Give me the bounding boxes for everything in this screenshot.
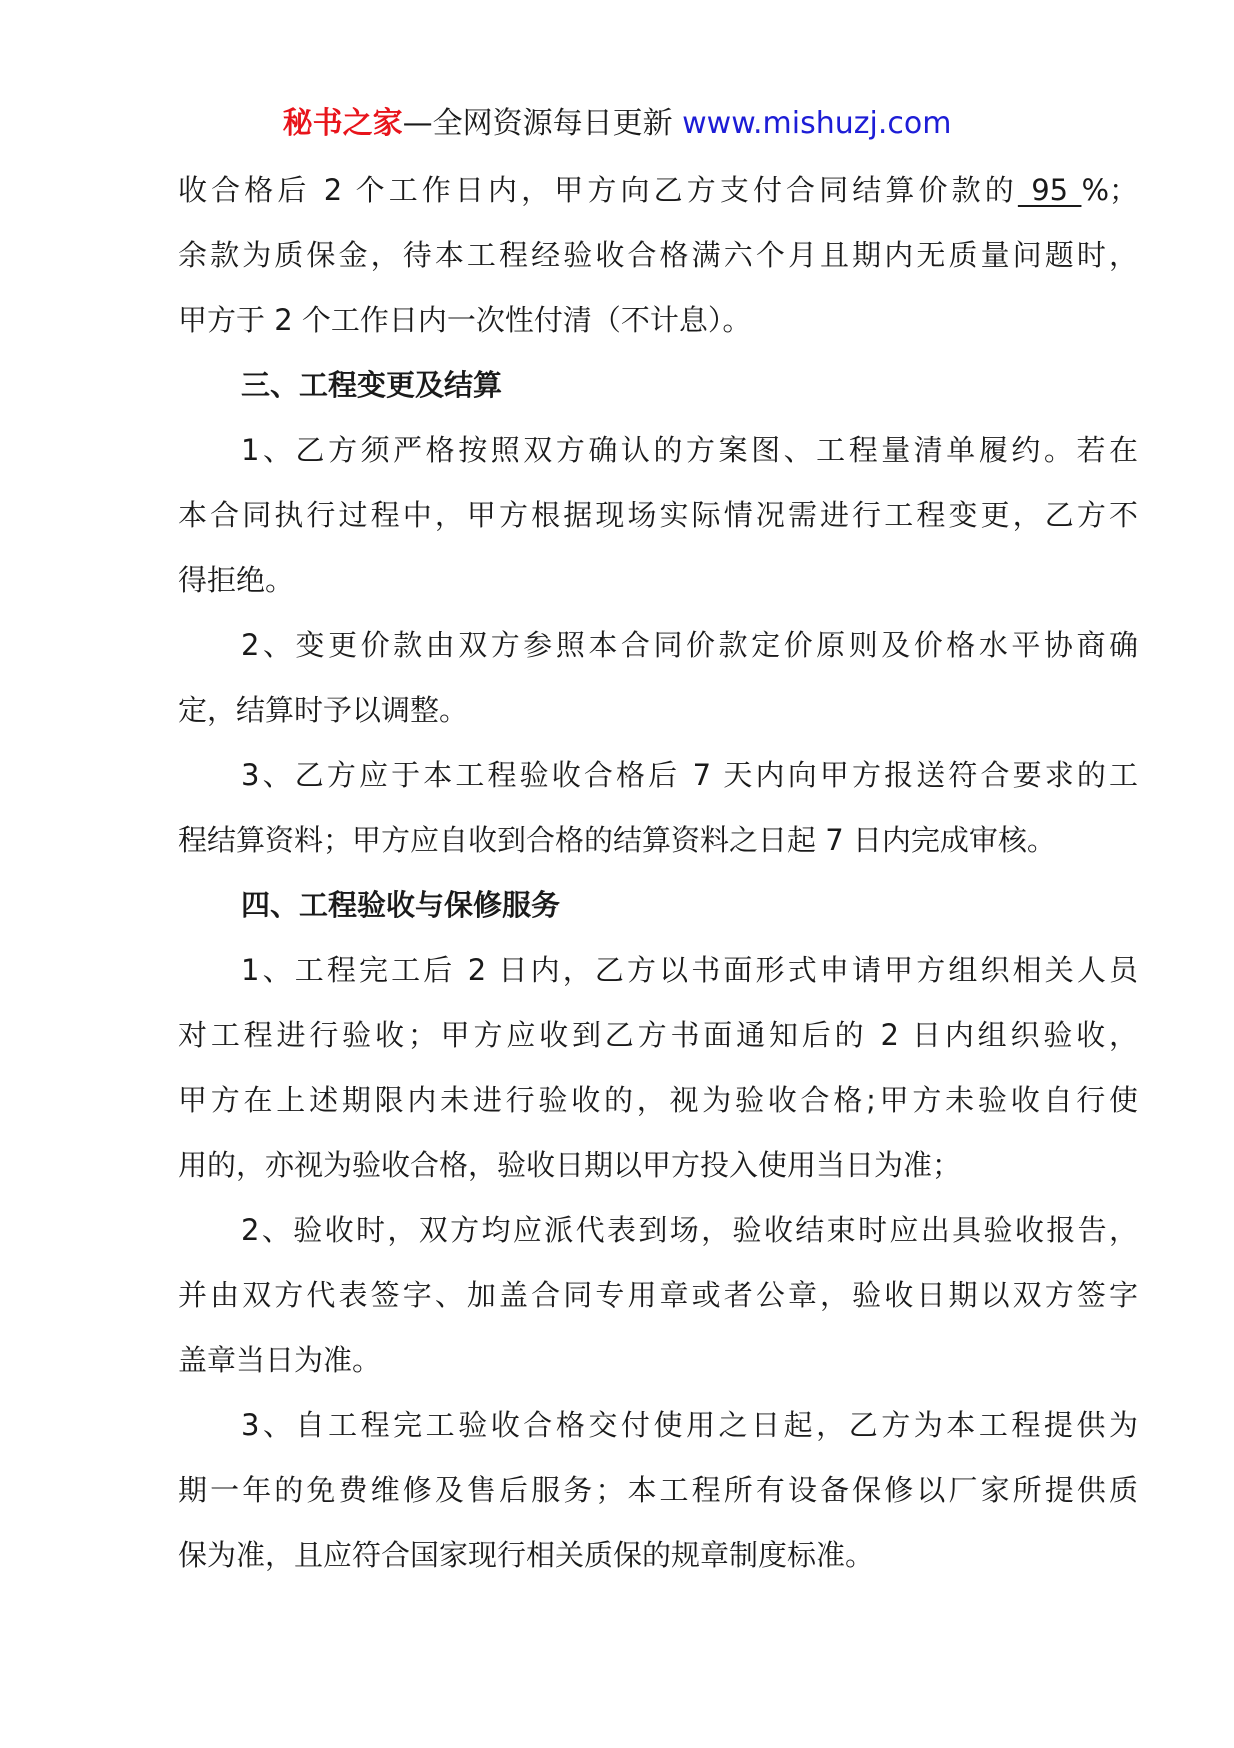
page-header [0,100,1234,148]
text-line: 收合格后 2 个工作日内，甲方向乙方支付合同结算价款的 95 %； [178,173,1139,207]
text-line: 保为准，且应符合国家现行相关质保的规章制度标准。 [178,1538,875,1572]
text-line: 2、变更价款由双方参照本合同价款定价原则及价格水平协商确 [241,628,1138,662]
text-line: 定，结算时予以调整。 [178,693,469,727]
text-line: 程结算资料；甲方应自收到合格的结算资料之日起 7 日内完成审核。 [178,823,1056,857]
text-line: 1、乙方须严格按照双方确认的方案图、工程量清单履约。若在 [241,433,1138,467]
text-line: 并由双方代表签字、加盖合同专用章或者公章，验收日期以双方签字 [178,1278,1138,1312]
text-line: 甲方在上述期限内未进行验收的，视为验收合格;甲方未验收自行使 [178,1083,1138,1117]
header-url-link[interactable]: www.mishuzj.com [682,106,952,141]
header-tagline: —全网资源每日更新 [402,106,683,141]
text-line: 本合同执行过程中，甲方根据现场实际情况需进行工程变更，乙方不 [178,498,1138,532]
brand-name: 秘书之家 [282,106,403,141]
text-line: 3、乙方应于本工程验收合格后 7 天内向甲方报送符合要求的工 [241,758,1138,792]
text-line: 1、工程完工后 2 日内，乙方以书面形式申请甲方组织相关人员 [241,953,1138,987]
text-line: 盖章当日为准。 [178,1343,382,1377]
text-line: 3、自工程完工验收合格交付使用之日起，乙方为本工程提供为 [241,1408,1138,1442]
section-heading-3: 三、工程变更及结算 [241,368,503,402]
text-line: 用的，亦视为验收合格，验收日期以甲方投入使用当日为准； [178,1148,962,1182]
payment-percent: 95 [1017,173,1082,207]
text-line: 甲方于 2 个工作日内一次性付清（不计息）。 [178,303,752,337]
text-line: 得拒绝。 [178,563,295,597]
text-line: 期一年的免费维修及售后服务；本工程所有设备保修以厂家所提供质 [178,1473,1138,1507]
text-line: 余款为质保金，待本工程经验收合格满六个月且期内无质量问题时， [178,238,1138,272]
text-line: 2、验收时，双方均应派代表到场，验收结束时应出具验收报告， [241,1213,1138,1247]
text-line: 对工程进行验收；甲方应收到乙方书面通知后的 2 日内组织验收， [178,1018,1138,1052]
section-heading-4: 四、工程验收与保修服务 [241,888,561,922]
document-body [178,158,1138,1588]
